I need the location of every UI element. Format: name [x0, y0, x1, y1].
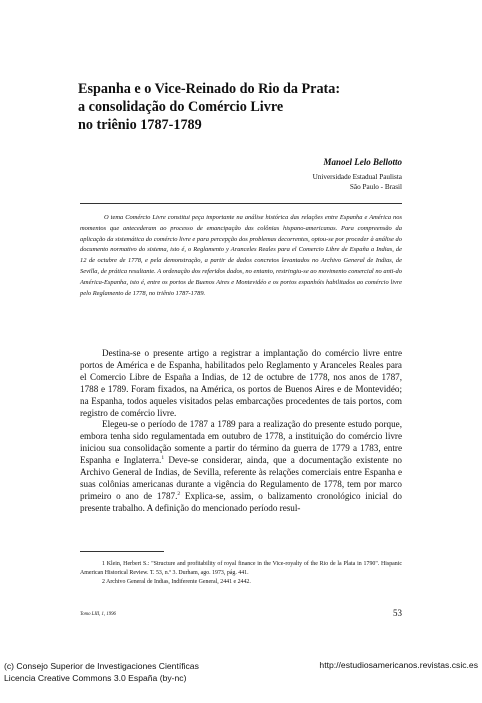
body-paragraph-2-part-c: Explica-se, assim, o balizamento cronológico inicial do presente trabalho. A definição do mencionado período resul-: [80, 490, 402, 513]
footnotes: [80, 560, 402, 587]
author-name: Manoel Lelo Bellotto: [323, 157, 402, 167]
affiliation-institution: Universidade Estadual Paulista: [312, 173, 402, 181]
body-paragraph-2-part-b: Deve-se considerar, ainda, que a documentação existente no Archivo General de Indias, de Sevilla, referente às relações comerciais entre Espanha e suas colônias americanas durante a vigência do Regulamento de 1778, tem por marco primeiro o ano de 1787.: [80, 455, 402, 501]
author-affiliation: [313, 172, 402, 192]
title-line-3: no triênio 1787-1789: [78, 117, 202, 133]
page-number: 53: [393, 608, 402, 618]
footnote-ref-2[interactable]: 2: [177, 490, 181, 497]
journal-reference: Tomo LIII, 1, 1996: [80, 612, 116, 617]
journal-url-link[interactable]: http://estudiosamericanos.revistas.csic.es: [319, 660, 478, 670]
footnote-2: 2 Archivo General de Indias, Indiferente General, 2441 e 2442.: [102, 579, 251, 585]
affiliation-location: São Paulo - Brasil: [349, 183, 402, 191]
footnote-1: 1 Klein, Herbert S.: "Structure and profitability of royal finance in the Vice-royalty of the Rio de la Plata in 1790". Hispanic American Historical Review. T. 53, n.º 3. Durham, ago. 1973, pág. 441.: [80, 561, 402, 576]
article-title: [78, 80, 408, 134]
license-notice: [4, 660, 199, 684]
footnote-divider: [80, 551, 164, 552]
body-paragraph-2-part-a: Elegeu-se o período de 1787 a 1789 para a realização do presente estudo porque, embora tenha sido regulamentada em outubro de 1778, a instituição do comércio livre iniciou sua consolidação somente a partir do término da guerra de 1779 a 1783, entre Espanha e Inglaterra.: [80, 419, 402, 466]
body-paragraph-2: [80, 419, 402, 514]
title-line-1: Espanha e o Vice-Reinado do Rio da Prata:: [78, 81, 341, 97]
abstract: O tema Comércio Livre constitui peça importante na análise histórica das relações entre Espanha e América nos momentos que antecederam ao processo de emancipação das colônias hispano-americanas. Para compreensão da aplicação da sistemática do comércio livre e para percepção dos problemas decorrentes, optou-se por proceder à análise do documento normativo do sistema, isto é, o Reglamento y Aranceles Reales para el Comercio Libre de España a Indias, de 12 de octubre de 1778, e pela demonstração, a partir de dados concretos levantados no Archivo General de Indias, de Sevilla, de prática resultante. A ordenação dos referidos dados, no entanto, restringiu-se ao movimento comercial no anti-do América-Espanha, isto é, entre os portos de Buenos Aires e Montevidéo e os portos espanhóis habilitados ao comércio livre pelo Reglamento de 1778, no triênio 1787-1789.: [80, 214, 402, 297]
footnote-ref-1[interactable]: 1: [161, 455, 165, 462]
license-creative-commons: Licencia Creative Commons 3.0 España (by-nc): [4, 673, 187, 683]
body-paragraph-1: Destina-se o presente artigo a registrar a implantação do comércio livre entre portos de América e de Espanha, habilitados pelo Reglamento y Aranceles Reales para el Comercio Libre de España a Indias, de 12 de octubre de 1778, nos anos de 1787, 1788 e 1789. Foram fixados, na América, os portos de Buenos Aires e de Montevidéo; na Espanha, todos aqueles visitados pelas embarcações procedentes de tais portos, com registro de comércio livre.: [80, 348, 402, 418]
title-line-2: a consolidação do Comércio Livre: [78, 99, 284, 115]
license-copyright: (c) Consejo Superior de Investigaciones Científicas: [4, 661, 199, 671]
article-body: [80, 348, 402, 515]
abstract-divider: [80, 203, 402, 204]
